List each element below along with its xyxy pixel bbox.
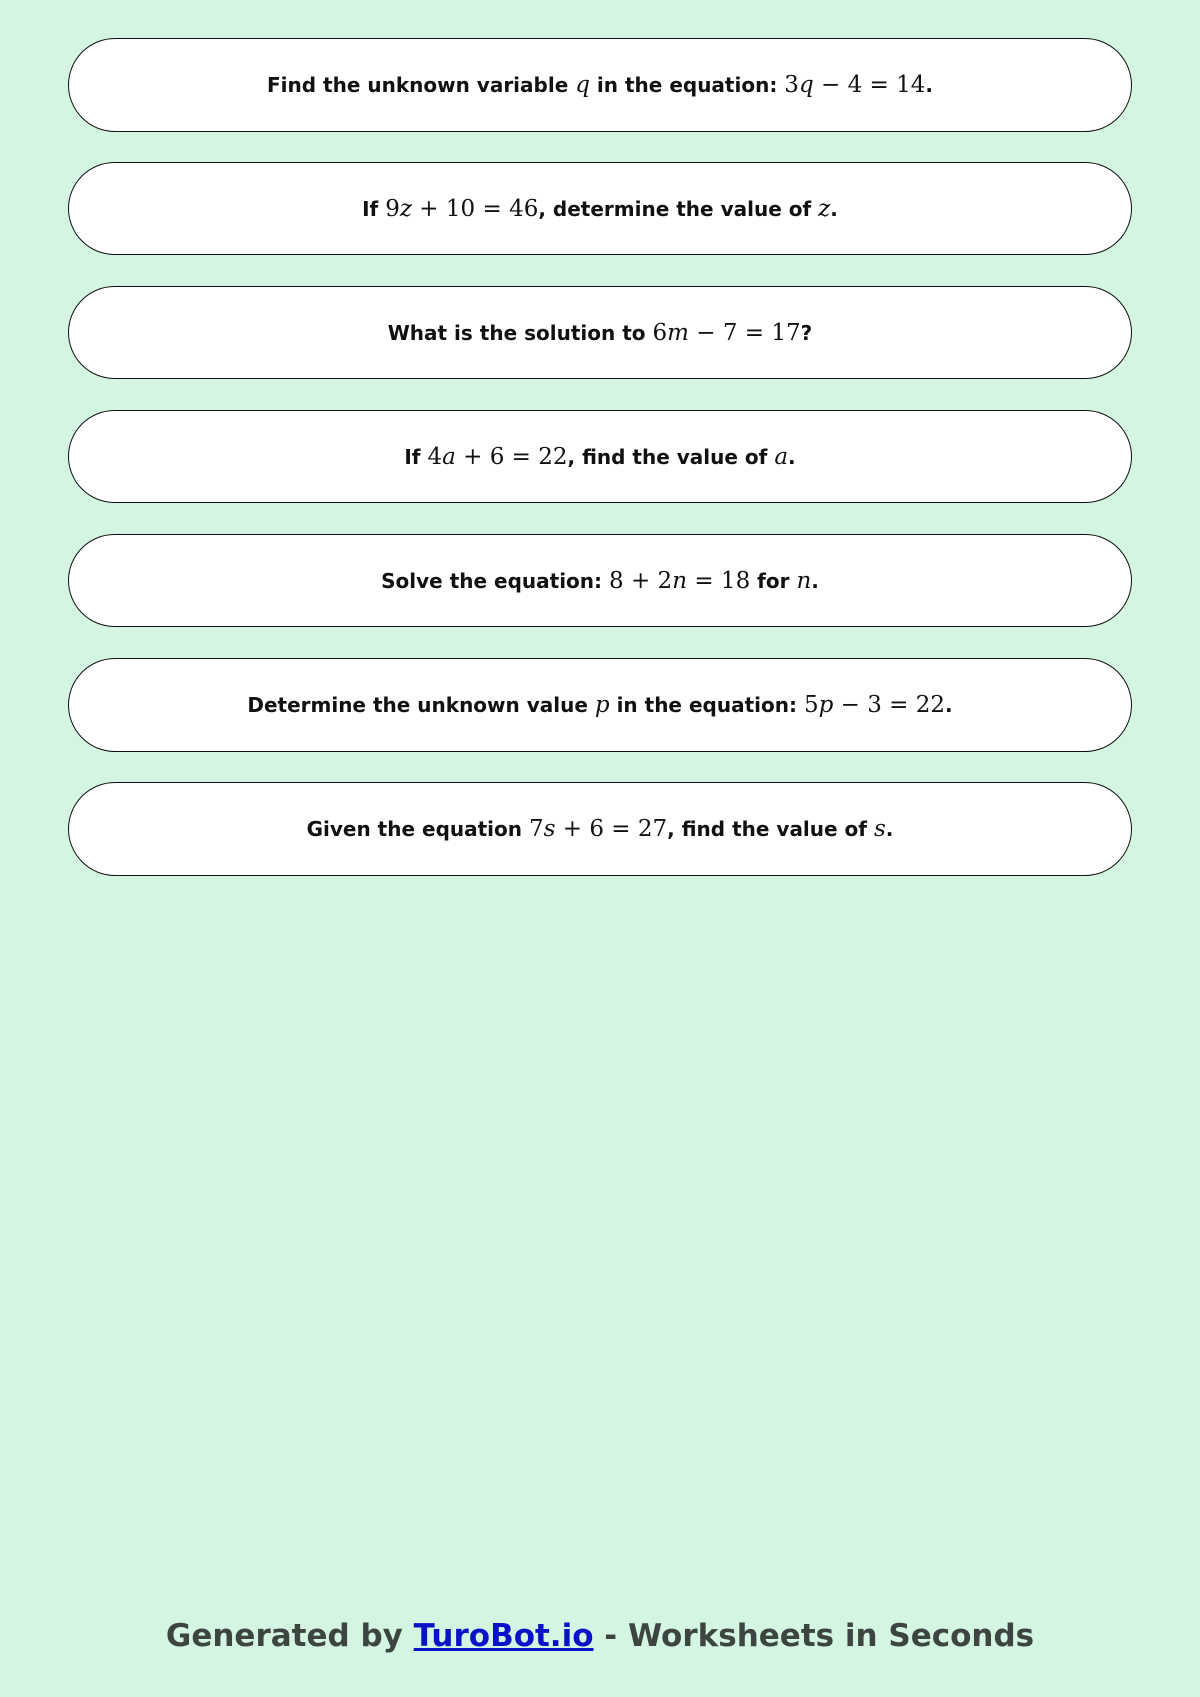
question-text: . — [811, 568, 819, 593]
math-expression — [874, 816, 886, 842]
question-text: . — [885, 817, 894, 841]
question-text: in the equation: — [609, 693, 804, 717]
math-expression: 3q − 4 = 14 — [784, 72, 926, 98]
question-text: , find the value of — [667, 817, 874, 841]
question-card — [68, 410, 1132, 503]
question-card — [68, 38, 1132, 132]
turobot-link[interactable]: TuroBot.io — [413, 1618, 594, 1654]
question-text: Given the equation — [306, 817, 529, 841]
math-expression — [595, 692, 610, 718]
math-variable: a — [774, 443, 789, 470]
math-expression — [575, 72, 590, 98]
math-variable: n — [796, 567, 812, 594]
question-card — [68, 782, 1132, 876]
question-list — [68, 38, 1132, 906]
question-text: If — [362, 196, 386, 221]
footer-prefix: Generated by — [165, 1618, 414, 1654]
question-text: . — [830, 196, 838, 221]
question-card — [68, 658, 1132, 752]
question-text: Find the unknown variable — [266, 73, 576, 97]
math-variable: q — [575, 72, 590, 98]
footer — [0, 1618, 1200, 1654]
math-expression — [818, 196, 830, 222]
question-text: What is the solution to — [387, 320, 653, 345]
question-card — [68, 534, 1132, 627]
math-expression — [796, 568, 811, 594]
math-variable: p — [818, 692, 834, 718]
question-text: Solve the equation: — [381, 568, 609, 593]
question-text: ? — [800, 320, 813, 345]
math-variable: p — [594, 692, 610, 718]
math-variable: m — [667, 319, 689, 346]
math-variable: n — [672, 567, 688, 594]
footer-suffix: - Worksheets in Seconds — [593, 1618, 1035, 1654]
math-expression: 7s + 6 = 27 — [528, 816, 668, 842]
question-text: Determine the unknown value — [247, 693, 595, 717]
question-text: . — [925, 73, 934, 97]
math-variable: s — [873, 816, 886, 842]
math-expression — [774, 444, 788, 470]
question-text: in the equation: — [589, 73, 785, 97]
math-variable: q — [798, 72, 814, 98]
question-card — [68, 162, 1132, 255]
question-card — [68, 286, 1132, 379]
math-expression: 9z + 10 = 46 — [385, 195, 539, 222]
math-expression: 6m − 7 = 17 — [652, 319, 801, 346]
question-text: If — [404, 444, 428, 469]
math-variable: z — [399, 195, 412, 222]
question-text: , find the value of — [567, 444, 775, 469]
math-variable: s — [543, 816, 556, 842]
math-expression: 4a + 6 = 22 — [427, 443, 568, 470]
question-text: for — [750, 568, 797, 593]
question-text: , determine the value of — [538, 196, 819, 221]
math-variable: z — [818, 195, 831, 222]
question-text: . — [788, 444, 796, 469]
math-variable: a — [442, 443, 456, 470]
question-text: . — [945, 693, 953, 717]
math-expression: 8 + 2n = 18 — [609, 567, 751, 594]
math-expression: 5p − 3 = 22 — [803, 692, 946, 718]
